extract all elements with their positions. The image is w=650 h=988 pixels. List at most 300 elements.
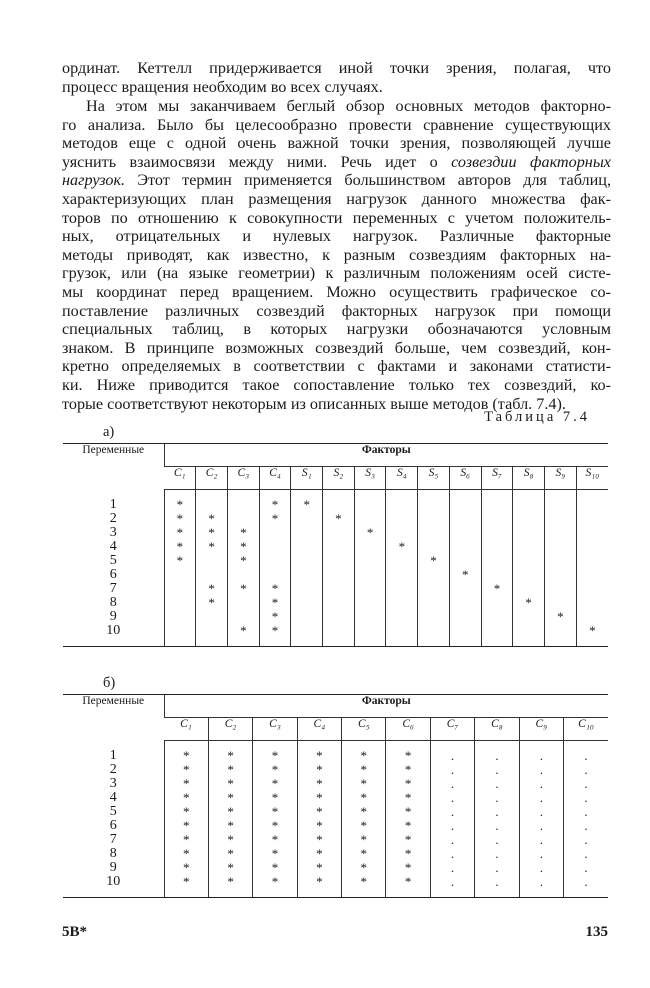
loading-cell: *	[342, 833, 386, 847]
loading-cell	[545, 568, 577, 582]
loading-cell: *	[164, 791, 208, 805]
loading-cell	[481, 596, 513, 610]
table-a-label: а)	[103, 424, 115, 440]
text-line: знаком. В принципе возможных созвездий больше, чем созвездий, кон-	[62, 338, 611, 357]
loading-cell: *	[323, 512, 355, 526]
loading-cell	[481, 498, 513, 512]
loading-cell	[576, 540, 608, 554]
loading-cell: *	[164, 554, 196, 568]
loading-cell	[576, 596, 608, 610]
loading-cell	[513, 624, 545, 638]
paragraph-main	[62, 97, 611, 413]
loading-cell	[449, 512, 481, 526]
loading-cell: .	[519, 847, 563, 861]
column-header: C₃	[227, 467, 259, 490]
text-line	[62, 153, 611, 172]
loading-cell: *	[253, 875, 297, 889]
loading-cell: *	[164, 861, 208, 875]
table-row	[63, 526, 608, 540]
loading-cell: *	[297, 819, 341, 833]
loading-cell	[386, 596, 418, 610]
table-row	[63, 847, 608, 861]
loading-cell: .	[430, 875, 474, 889]
column-header: S₂	[323, 467, 355, 490]
loading-cell	[291, 624, 323, 638]
loading-cell: .	[475, 833, 519, 847]
text-line: мы координат перед вращением. Можно осуществить графическое со-	[62, 282, 611, 301]
table-row	[63, 540, 608, 554]
column-header: S₉	[545, 467, 577, 490]
loading-cell: *	[208, 833, 252, 847]
loading-cell: *	[164, 847, 208, 861]
variable-number: 1	[109, 748, 117, 763]
loading-cell	[513, 582, 545, 596]
loading-cell	[164, 624, 196, 638]
loading-cell: .	[475, 805, 519, 819]
loading-cell: *	[164, 819, 208, 833]
loading-cell	[513, 554, 545, 568]
loading-cell	[354, 554, 386, 568]
loading-cell	[449, 582, 481, 596]
loading-cell: *	[208, 805, 252, 819]
loading-cell	[545, 498, 577, 512]
loading-cell: *	[259, 512, 291, 526]
loading-cell: *	[342, 875, 386, 889]
loading-cell	[481, 512, 513, 526]
loading-cell: *	[259, 582, 291, 596]
variable-number: 4	[109, 539, 117, 554]
italic-term: нагрузок.	[62, 171, 126, 190]
loading-cell: *	[342, 805, 386, 819]
loading-cell: *	[342, 777, 386, 791]
loading-cell: *	[227, 624, 259, 638]
loading-cell: *	[342, 749, 386, 763]
loading-cell	[418, 610, 450, 624]
loading-cell: *	[342, 861, 386, 875]
text-line: процесс вращения необходим во всех случаях.	[62, 77, 383, 96]
table-row	[63, 596, 608, 610]
loading-cell: *	[297, 777, 341, 791]
loading-cell	[164, 582, 196, 596]
loading-cell: .	[564, 791, 608, 805]
table-row	[63, 624, 608, 638]
table-row	[63, 875, 608, 889]
loading-cell: *	[164, 540, 196, 554]
loading-cell	[323, 554, 355, 568]
var-header: Переменные	[63, 444, 164, 490]
loading-cell: *	[386, 777, 430, 791]
loading-cell: *	[386, 805, 430, 819]
loading-cell: *	[297, 805, 341, 819]
loading-cell: *	[291, 498, 323, 512]
variable-number: 2	[109, 762, 117, 777]
variable-number: 8	[109, 595, 117, 610]
loading-cell: .	[564, 847, 608, 861]
text-line: торые соответствуют некоторым из описанных выше методов (табл. 7.4).	[62, 394, 566, 413]
column-header: C₁	[164, 467, 196, 490]
var-header: Переменные	[63, 695, 164, 741]
column-header: S₇	[481, 467, 513, 490]
text-line: ных, отрицательных и нулевых нагрузок. Различные факторные	[62, 227, 611, 246]
loading-cell: *	[297, 763, 341, 777]
table-row	[63, 791, 608, 805]
table-caption: Таблица 7.4	[484, 409, 590, 425]
column-header: C₅	[342, 718, 386, 741]
loading-cell	[449, 554, 481, 568]
loading-cell	[386, 568, 418, 582]
loading-cell: .	[564, 819, 608, 833]
loading-cell	[227, 498, 259, 512]
column-header: C₆	[386, 718, 430, 741]
loading-cell: *	[576, 624, 608, 638]
loading-cell: .	[519, 805, 563, 819]
loading-cell	[513, 526, 545, 540]
loading-cell: .	[519, 777, 563, 791]
loading-cell: *	[227, 582, 259, 596]
loading-cell: *	[386, 861, 430, 875]
variable-number: 9	[109, 860, 117, 875]
loading-cell: .	[519, 875, 563, 889]
column-header: C₄	[297, 718, 341, 741]
loading-cell: .	[564, 861, 608, 875]
text-line: грузок, или (на языке геометрии) к различным положениям осей систе-	[62, 264, 611, 283]
loading-cell	[576, 582, 608, 596]
loading-cell	[196, 498, 228, 512]
loading-cell	[545, 582, 577, 596]
loading-cell: *	[196, 596, 228, 610]
text-line: ки. Ниже приводится такое сопоставление только тех созвездий, ко-	[62, 375, 611, 394]
table-row	[63, 582, 608, 596]
loading-cell	[323, 596, 355, 610]
column-header: S₄	[386, 467, 418, 490]
variable-number: 6	[109, 818, 117, 833]
loading-cell: *	[342, 763, 386, 777]
loading-cell	[227, 512, 259, 526]
loading-cell	[418, 624, 450, 638]
loading-cell: .	[475, 847, 519, 861]
table-a	[63, 443, 608, 647]
loading-cell: *	[418, 554, 450, 568]
loading-cell: .	[430, 847, 474, 861]
column-header: C₁	[164, 718, 208, 741]
loading-cell: *	[164, 526, 196, 540]
loading-cell: *	[386, 749, 430, 763]
table-row	[63, 763, 608, 777]
column-header: S₈	[513, 467, 545, 490]
loading-cell: *	[208, 847, 252, 861]
variable-number: 10	[106, 623, 121, 638]
loading-cell	[449, 596, 481, 610]
loading-cell: *	[342, 847, 386, 861]
loading-cell: *	[386, 791, 430, 805]
variable-number: 5	[109, 804, 117, 819]
loading-cell: .	[475, 791, 519, 805]
loading-cell	[323, 526, 355, 540]
loading-cell: .	[564, 833, 608, 847]
loading-cell	[513, 512, 545, 526]
loading-cell: *	[164, 833, 208, 847]
loading-cell	[354, 540, 386, 554]
column-header: C₇	[430, 718, 474, 741]
loading-cell	[386, 582, 418, 596]
column-header: S₃	[354, 467, 386, 490]
loading-cell	[291, 540, 323, 554]
loading-cell	[545, 540, 577, 554]
loading-cell	[576, 526, 608, 540]
loading-cell	[449, 526, 481, 540]
text-line: го анализа. Было бы целесообразно провести сравнение существующих	[62, 115, 611, 134]
loading-cell	[164, 596, 196, 610]
loading-cell: .	[519, 763, 563, 777]
loading-cell: .	[475, 861, 519, 875]
column-header: C₂	[208, 718, 252, 741]
loading-cell	[449, 540, 481, 554]
loading-cell: .	[519, 791, 563, 805]
loading-cell: *	[196, 526, 228, 540]
variable-number: 10	[106, 874, 121, 889]
loading-cell	[418, 498, 450, 512]
loading-cell: *	[386, 819, 430, 833]
loading-cell: *	[513, 596, 545, 610]
loading-cell	[449, 610, 481, 624]
loading-cell: .	[519, 749, 563, 763]
loading-cell: *	[208, 861, 252, 875]
table-row	[63, 833, 608, 847]
loading-cell: .	[564, 805, 608, 819]
loading-cell	[354, 596, 386, 610]
loading-cell	[418, 512, 450, 526]
text-line	[62, 171, 611, 190]
loading-cell	[576, 512, 608, 526]
loading-cell: .	[475, 763, 519, 777]
loading-cell: *	[259, 624, 291, 638]
loading-cell	[386, 498, 418, 512]
loading-cell: *	[449, 568, 481, 582]
table-row	[63, 568, 608, 582]
paragraph-intro	[62, 59, 611, 96]
loading-cell: *	[342, 791, 386, 805]
loading-cell	[323, 568, 355, 582]
loading-cell: *	[196, 540, 228, 554]
loading-cell	[196, 610, 228, 624]
loading-cell	[418, 568, 450, 582]
variable-number: 7	[109, 581, 117, 596]
variable-number: 4	[109, 790, 117, 805]
loading-cell	[354, 610, 386, 624]
text-line: На этом мы заканчиваем беглый обзор основных методов факторно-	[86, 97, 611, 115]
loading-cell: *	[354, 526, 386, 540]
loading-cell: *	[481, 582, 513, 596]
loading-cell	[513, 540, 545, 554]
column-header: S₁₀	[576, 467, 608, 490]
loading-cell	[323, 540, 355, 554]
loading-cell: *	[164, 763, 208, 777]
loading-cell: *	[164, 749, 208, 763]
loading-cell	[291, 512, 323, 526]
loading-cell: .	[430, 819, 474, 833]
loading-cell: *	[297, 875, 341, 889]
loading-cell	[386, 624, 418, 638]
loading-cell	[196, 554, 228, 568]
loading-cell: *	[386, 847, 430, 861]
factor-header: Факторы	[164, 444, 608, 467]
loading-cell	[481, 526, 513, 540]
table-b-label: б)	[103, 675, 116, 691]
loading-cell	[291, 568, 323, 582]
loading-cell	[323, 624, 355, 638]
loading-cell	[259, 568, 291, 582]
loading-cell	[227, 568, 259, 582]
loading-cell: *	[196, 582, 228, 596]
loading-cell	[481, 624, 513, 638]
loading-cell: *	[386, 540, 418, 554]
table-row	[63, 554, 608, 568]
text-line: кретно определяемых в соответствии с фактами и законами статисти-	[62, 357, 611, 376]
loading-cell	[481, 554, 513, 568]
loading-cell: .	[564, 875, 608, 889]
loading-cell	[481, 610, 513, 624]
variable-number: 3	[109, 525, 117, 540]
loading-cell: *	[253, 819, 297, 833]
loading-cell: *	[196, 512, 228, 526]
loading-cell	[513, 568, 545, 582]
loading-cell: .	[430, 777, 474, 791]
loading-cell	[354, 582, 386, 596]
loading-cell	[386, 610, 418, 624]
loading-cell: *	[164, 512, 196, 526]
loading-cell	[481, 568, 513, 582]
loading-cell	[164, 568, 196, 582]
loading-cell	[291, 596, 323, 610]
loading-cell	[449, 498, 481, 512]
loading-cell: *	[259, 610, 291, 624]
variable-number: 2	[109, 511, 117, 526]
loading-cell	[259, 540, 291, 554]
column-header: C₄	[259, 467, 291, 490]
loading-cell	[259, 526, 291, 540]
loading-cell: *	[227, 554, 259, 568]
loading-cell	[354, 568, 386, 582]
loading-cell	[545, 526, 577, 540]
loading-cell: *	[253, 763, 297, 777]
loading-cell: *	[297, 847, 341, 861]
loading-cell: .	[475, 749, 519, 763]
table-row	[63, 777, 608, 791]
loading-cell	[481, 540, 513, 554]
loading-cell: *	[297, 749, 341, 763]
loading-cell: .	[430, 861, 474, 875]
loading-cell	[291, 582, 323, 596]
loading-cell: *	[208, 875, 252, 889]
text-fragment: уяснить взаимосвязи между ними. Речь идет о	[62, 152, 438, 171]
column-header: C₉	[519, 718, 563, 741]
loading-cell: .	[519, 861, 563, 875]
column-header: C₈	[475, 718, 519, 741]
loading-cell	[196, 568, 228, 582]
loading-cell: *	[227, 540, 259, 554]
table-row	[63, 610, 608, 624]
variable-number: 3	[109, 776, 117, 791]
variable-number: 5	[109, 553, 117, 568]
loading-cell	[576, 610, 608, 624]
loading-cell: *	[253, 791, 297, 805]
loading-cell	[354, 512, 386, 526]
loading-cell	[227, 596, 259, 610]
loading-cell	[291, 554, 323, 568]
text-line: ординат. Кеттелл придерживается иной точки зрения, полагая, что	[62, 59, 611, 77]
printer-signature: 5В*	[62, 924, 88, 940]
loading-cell	[576, 498, 608, 512]
column-header: C₁₀	[564, 718, 608, 741]
loading-cell	[418, 596, 450, 610]
loading-cell: *	[164, 875, 208, 889]
loading-cell	[513, 610, 545, 624]
table-row	[63, 512, 608, 526]
loading-cell: *	[297, 861, 341, 875]
italic-term: созвездии факторных	[451, 152, 611, 171]
loading-cell: .	[564, 777, 608, 791]
loading-cell	[418, 582, 450, 596]
loading-cell: *	[164, 498, 196, 512]
loading-cell	[576, 568, 608, 582]
loading-cell	[196, 624, 228, 638]
variable-number: 6	[109, 567, 117, 582]
loading-cell: *	[253, 777, 297, 791]
loading-cell	[545, 554, 577, 568]
variable-number: 7	[109, 832, 117, 847]
loading-cell: .	[430, 791, 474, 805]
loading-cell	[386, 554, 418, 568]
column-header: C₃	[253, 718, 297, 741]
loading-cell: *	[227, 526, 259, 540]
table-row	[63, 498, 608, 512]
loading-cell	[449, 624, 481, 638]
column-header: S₁	[291, 467, 323, 490]
text-line: поставление различных созвездий факторных нагрузок при помощи	[62, 301, 611, 320]
variable-number: 8	[109, 846, 117, 861]
loading-cell: *	[253, 749, 297, 763]
loading-cell: .	[564, 763, 608, 777]
loading-cell: .	[475, 875, 519, 889]
loading-cell: *	[297, 833, 341, 847]
loading-cell	[545, 512, 577, 526]
text-line: специальных таблиц, в которых нагрузки обозначаются условным	[62, 320, 611, 339]
loading-cell: .	[475, 777, 519, 791]
loading-cell: *	[208, 749, 252, 763]
variable-number: 1	[109, 497, 117, 512]
loading-cell: *	[208, 819, 252, 833]
loading-cell	[418, 526, 450, 540]
column-header: S₅	[418, 467, 450, 490]
loading-cell	[164, 610, 196, 624]
column-header: C₂	[196, 467, 228, 490]
loading-cell	[323, 582, 355, 596]
table-row	[63, 861, 608, 875]
page-number: 135	[585, 924, 608, 940]
loading-cell	[545, 596, 577, 610]
loading-cell: *	[342, 819, 386, 833]
loading-cell: .	[475, 819, 519, 833]
variable-number: 9	[109, 609, 117, 624]
loading-cell: *	[386, 833, 430, 847]
table-b	[63, 694, 608, 898]
loading-cell	[386, 512, 418, 526]
loading-cell: *	[164, 805, 208, 819]
text-line: методы приводят, как известно, к разным созвездиям факторных на-	[62, 245, 611, 264]
loading-cell	[323, 610, 355, 624]
table-row	[63, 819, 608, 833]
loading-cell: *	[208, 763, 252, 777]
